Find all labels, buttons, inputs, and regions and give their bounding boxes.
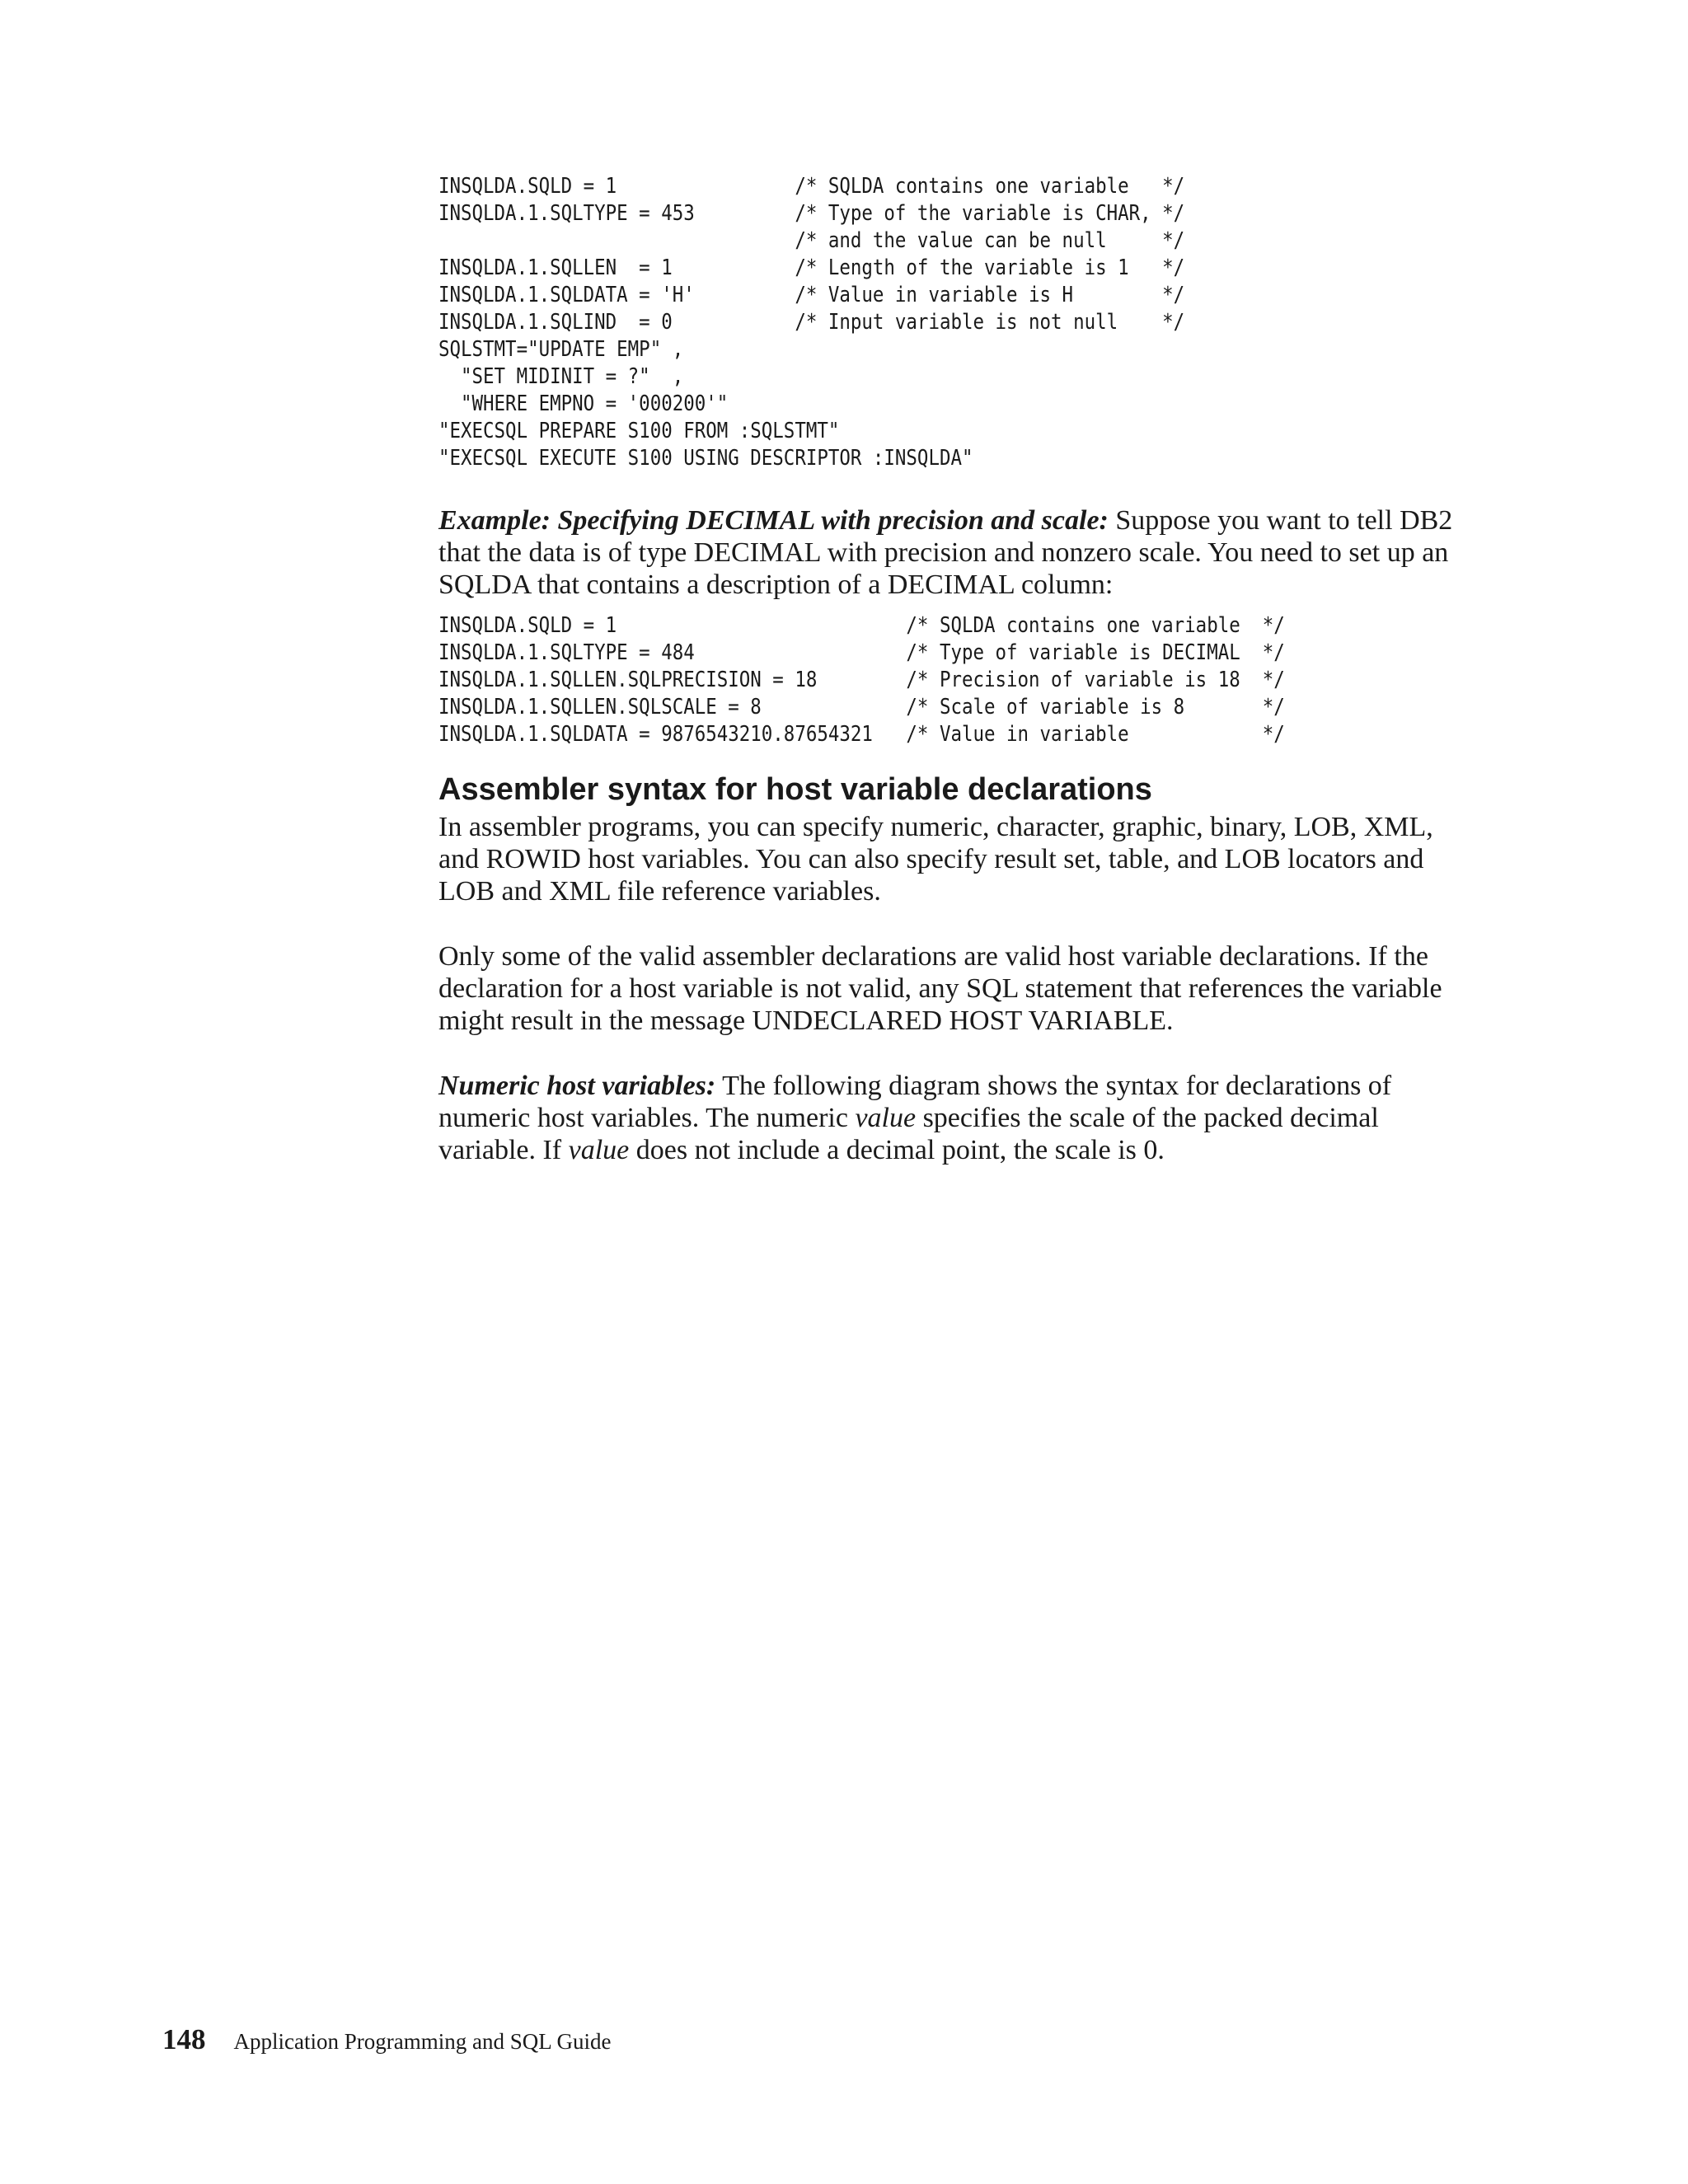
valid-declarations-paragraph: Only some of the valid assembler declarations are valid host variable declarations. If the declaration for a host variable is not valid, any SQL statement that references the variable might result in the message UNDECLARED HOST VARIABLE. — [438, 941, 1442, 1036]
code-line: INSQLDA.1.SQLLEN = 1 /* Length of the variable is 1 */ — [438, 255, 1185, 280]
section-heading: Assembler syntax for host variable declarations — [438, 772, 1152, 807]
code-line: INSQLDA.1.SQLLEN.SQLSCALE = 8 /* Scale of variable is 8 */ — [438, 695, 1285, 719]
page-number: 148 — [162, 2023, 206, 2055]
assembler-intro-paragraph: In assembler programs, you can specify numeric, character, graphic, binary, LOB, XML, and ROWID host variables. You can also specify result set, table, and LOB locators and LOB and XML file reference variables. — [438, 812, 1433, 907]
decimal-example-text: Suppose you want to tell DB2 that the data is of type DECIMAL with precision and nonzero scale. You need to set up an SQLDA that contains a description of a DECIMAL column: — [438, 505, 1453, 600]
page-footer — [162, 2023, 611, 2056]
code-block-sqlda-decimal — [438, 612, 1285, 748]
code-line: INSQLDA.1.SQLTYPE = 453 /* Type of the variable is CHAR, */ — [438, 201, 1185, 226]
code-line: INSQLDA.SQLD = 1 /* SQLDA contains one variable */ — [438, 613, 1285, 638]
numeric-text: specifies the scale of the packed decimal variable. If — [438, 1103, 1379, 1165]
decimal-example-lead: Example: Specifying DECIMAL with precision and scale: — [438, 505, 1109, 536]
code-block-sqlda-char — [438, 173, 1184, 472]
code-line: INSQLDA.1.SQLTYPE = 484 /* Type of variable is DECIMAL */ — [438, 640, 1285, 665]
code-line: INSQLDA.1.SQLDATA = 'H' /* Value in variable is H */ — [438, 283, 1185, 307]
numeric-host-variables-paragraph — [438, 1070, 1477, 1166]
code-line: INSQLDA.1.SQLLEN.SQLPRECISION = 18 /* Precision of variable is 18 */ — [438, 668, 1285, 692]
code-line: SQLSTMT="UPDATE EMP" , — [438, 337, 684, 362]
code-line: "SET MIDINIT = ?" , — [438, 364, 684, 389]
numeric-value-term: value — [568, 1135, 630, 1165]
code-line: "EXECSQL EXECUTE S100 USING DESCRIPTOR :INSQLDA" — [438, 446, 973, 471]
numeric-lead: Numeric host variables: — [438, 1071, 716, 1101]
code-line: "EXECSQL PREPARE S100 FROM :SQLSTMT" — [438, 419, 840, 443]
decimal-example-paragraph — [438, 504, 1477, 601]
numeric-text: The following diagram shows the syntax for declarations of numeric host variables. The numeric — [438, 1071, 1392, 1133]
numeric-value-term: value — [855, 1103, 917, 1133]
code-line: "WHERE EMPNO = '000200'" — [438, 391, 729, 416]
book-title: Application Programming and SQL Guide — [233, 2029, 612, 2054]
code-line: INSQLDA.1.SQLIND = 0 /* Input variable is not null */ — [438, 310, 1185, 335]
numeric-text: does not include a decimal point, the scale is 0. — [629, 1135, 1165, 1165]
code-line: INSQLDA.SQLD = 1 /* SQLDA contains one variable */ — [438, 174, 1185, 199]
code-line: /* and the value can be null */ — [438, 228, 1185, 253]
code-line: INSQLDA.1.SQLDATA = 9876543210.87654321 /* Value in variable */ — [438, 722, 1285, 747]
